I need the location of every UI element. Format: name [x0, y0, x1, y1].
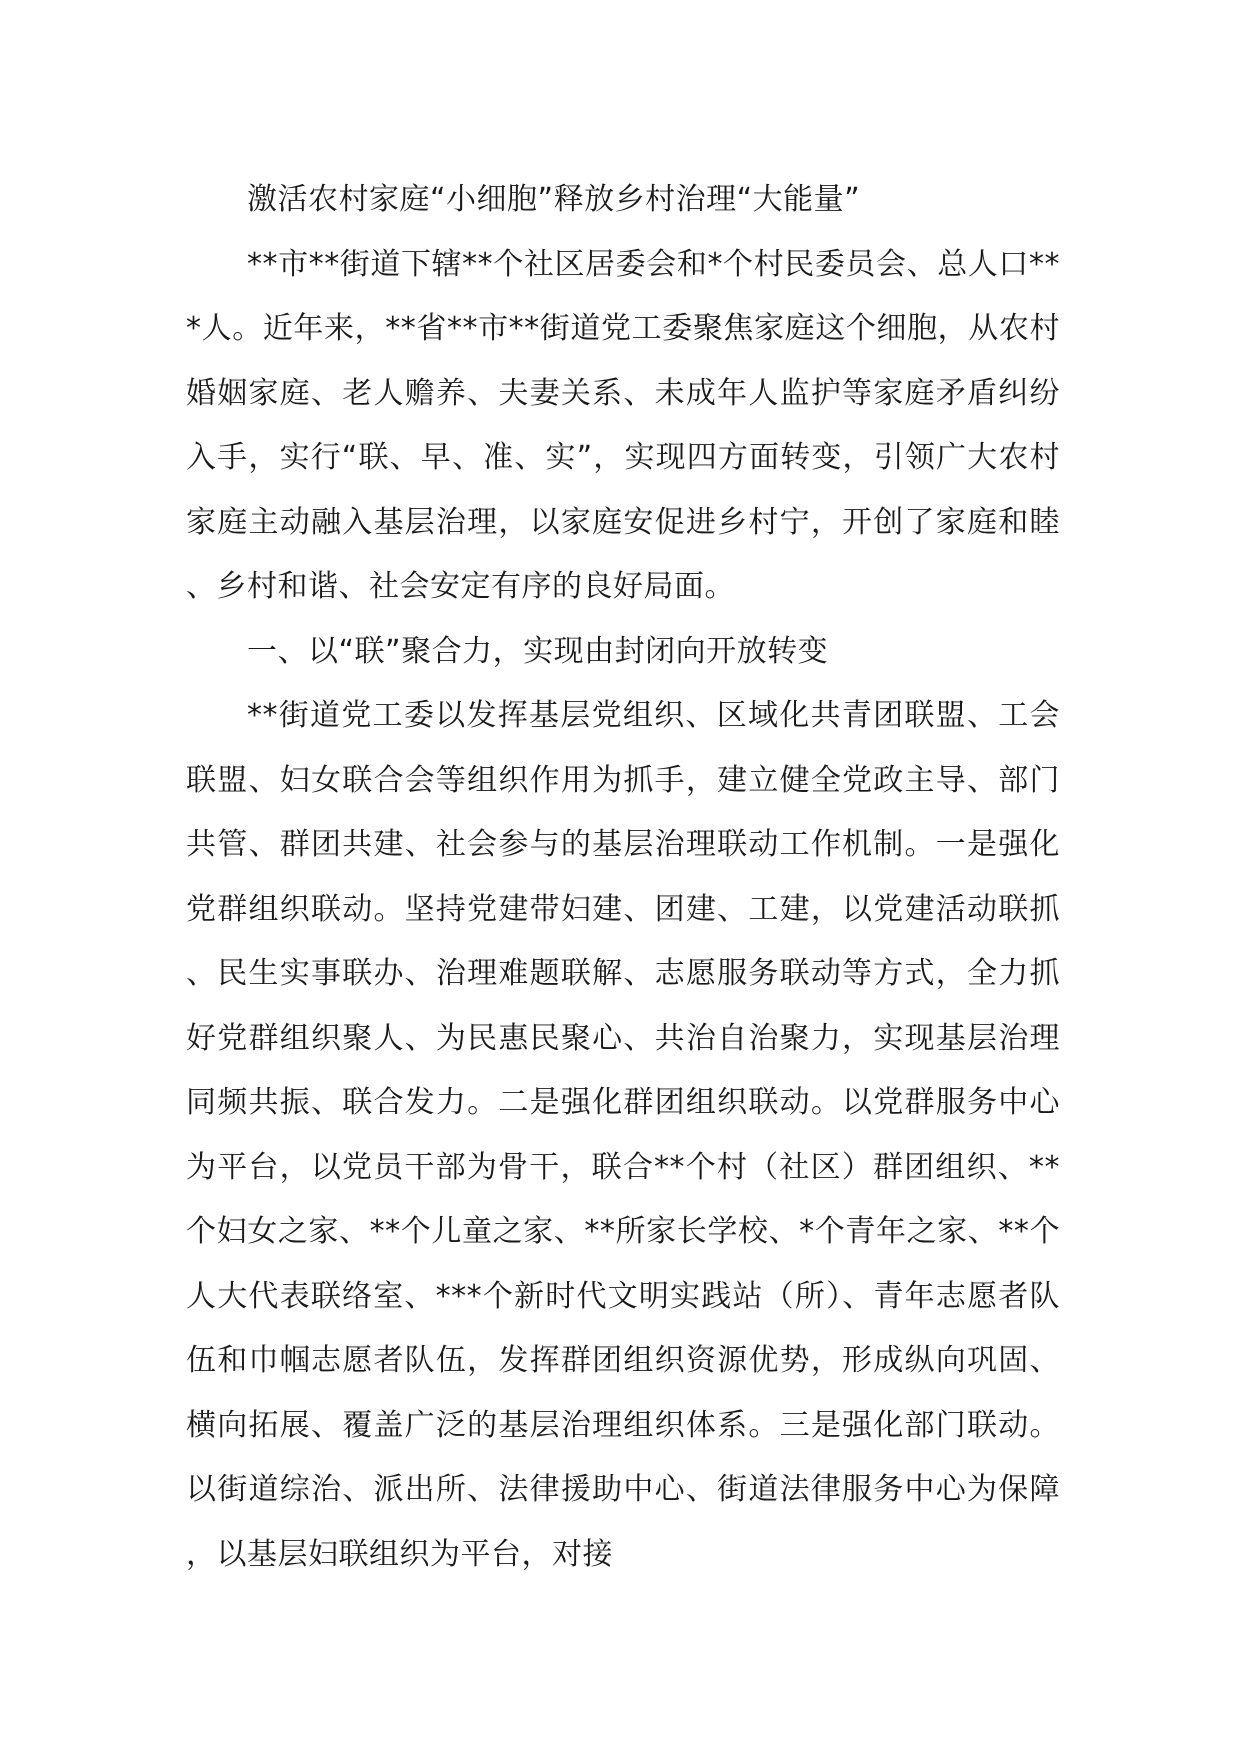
section-paragraph: **街道党工委以发挥基层党组织、区域化共青团联盟、工会联盟、妇女联合会等组织作用为抓手，建立健全党政主导、部门共管、群团共建、社会参与的基层治理联动工作机制。一是强化党群组织联动。坚持党建带妇建、团建、工建，以党建活动联抓、民生实事联办、治理难题联解、志愿服务联动等方式，全力抓好党群组织聚人、为民惠民聚心、共治自治聚力，实现基层治理同频共振、联合发力。二是强化群团组织联动。以党群服务中心为平台，以党员干部为骨干，联合**个村（社区）群团组织、**个妇女之家、**个儿童之家、**所家长学校、*个青年之家、**个人大代表联络室、***个新时代文明实践站（所）、青年志愿者队伍和巾帼志愿者队伍，发挥群团组织资源优势，形成纵向巩固、横向拓展、覆盖广泛的基层治理组织体系。三是强化部门联动。以街道综治、派出所、法律援助中心、街道法律服务中心为保障，以基层妇联组织为平台，对接: [186, 698, 1060, 1572]
document-body: [186, 168, 1060, 1587]
section-heading: 一、以“联”聚合力，实现由封闭向开放转变: [247, 633, 829, 669]
intro-paragraph: **市**街道下辖**个社区居委会和*个村民委员会、总人口***人。近年来，**省**市**街道党工委聚焦家庭这个细胞，从农村婚姻家庭、老人赡养、夫妻关系、未成年人监护等家庭矛盾纠纷入手，实行“联、早、准、实”，实现四方面转变，引领广大农村家庭主动融入基层治理，以家庭安促进乡村宁，开创了家庭和睦、乡村和谐、社会安定有序的良好局面。: [186, 246, 1060, 604]
document-title: 激活农村家庭“小细胞”释放乡村治理“大能量”: [247, 182, 861, 217]
